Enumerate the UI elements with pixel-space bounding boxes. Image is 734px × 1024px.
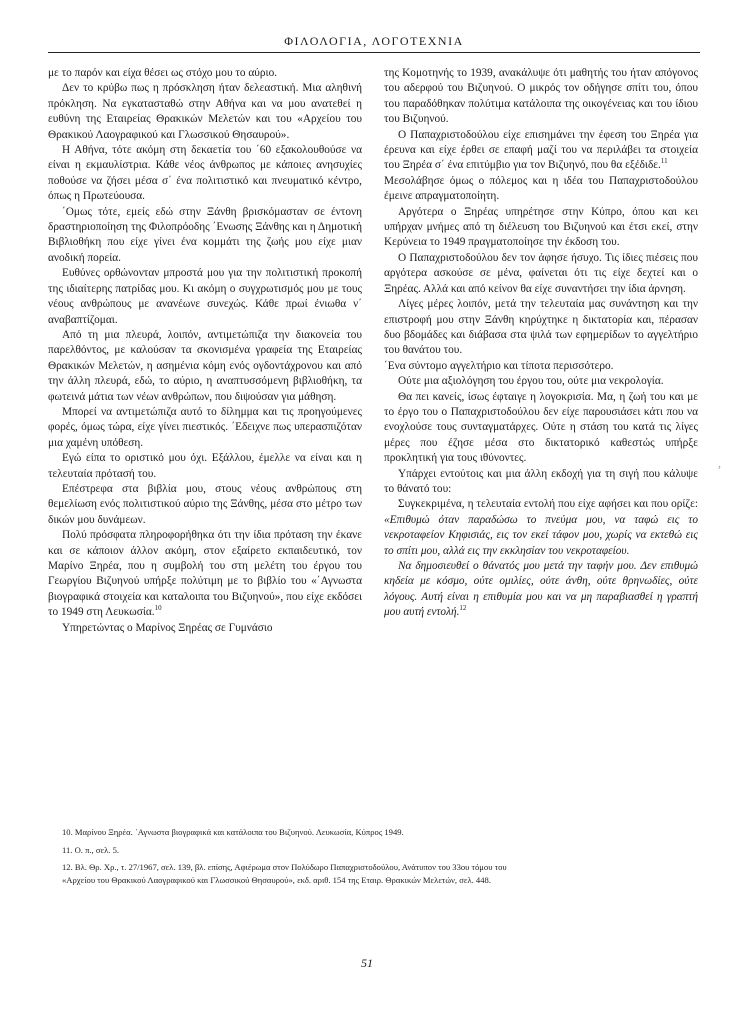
paragraph [48,266,362,328]
paragraph-text: της Κομοτηνής το 1939, ανακάλυψε ότι μαθητής του ήταν απόγονος του αδερφού του Βιζυηνού. Ο μικρός τον οδήγησε σπίτι του, όπου του παραδόθηκαν πολύτιμα κατάλοιπα της οικογένειας και του ίδιου του Βιζυηνού. [384,67,698,126]
paragraph-text: Η Αθήνα, τότε ακόμη στη δεκαετία του ΄60 εξακολουθούσε να είναι η εκμαυλίστρια. Κάθε νέος άνθρωπος με κάποιες ανησυχίες ποθούσε να ζήσει μέσα σ΄ ένα πολιτιστικό και πνευματικό κέντρο, όπως η Πρωτεύουσα. [48,144,362,203]
paragraph-text: ΄Ομως τότε, εμείς εδώ στην Ξάνθη βρισκόμασταν σε έντονη δραστηριοποίηση της Φιλοπρόοδης ΄Ενωσης Ξάνθης και η Δημοτική Βιβλιοθήκη που είχε γίνει ένα κομμάτι της ζωής μου είχε μιαν ανοδική πορεία. [48,205,362,264]
paragraph [384,497,698,559]
paragraph [384,374,698,389]
paragraph [48,205,362,267]
paragraph-text: Μπορεί να αντιμετώπιζα αυτό το δίλημμα και τις προηγούμενες φορές, όμως τώρα, είχε γίνει πιεστικός. ΄Εδειχνε πως υπερασπιζόταν μια χαμένη υπόθεση. [48,405,362,449]
paragraph [384,390,698,467]
paragraph-text: Συγκεκριμένα, η τελευταία εντολή που είχε αφήσει και που ορίζε: [398,498,698,511]
paragraph [48,81,362,143]
paragraph-text: ΄Ενα σύντομο αγγελτήριο και τίποτα περισσότερο. [384,359,614,372]
footnote-ref: 10 [154,604,162,613]
footnote: 11. Ο. π., σελ. 5. [62,844,120,855]
paragraph [384,251,698,297]
paragraph-text: Ο Παπαχριστοδούλου δεν τον άφησε ήσυχο. Τις ίδιες πιέσεις που αργότερα ασκούσε σε μένα, φαίνεται ότι τις είχε δεχτεί και ο Ξηρέας. Αλλά και από κείνον θα είχε συναντήσει την ίδια άρνηση. [384,251,698,295]
paragraph-text: με το παρόν και είχα θέσει ως στόχο μου το αύριο. [48,67,278,79]
running-header-title: ΦΙΛΟΛΟΓΙΑ, ΛΟΓΟΤΕΧΝΙΑ [284,34,464,48]
paragraph [48,482,362,528]
paragraph-text: Επέστρεφα στα βιβλία μου, στους νέους ανθρώπους στη θεμελίωση ενός πολιτιστικού αύριο της Ξάνθης, μέσα στο μέτρο των δικών μου δυνάμεων. [48,482,362,526]
paragraph [48,528,362,620]
paragraph-text: Αργότερα ο Ξηρέας υπηρέτησε στην Κύπρο, όπου και κει υπήρχαν μνήμες από τη διέλευση του Βιζυηνού και έτσι εκεί, στην Κερύνεια το 1949 πραγματοποίησε την έκδοση του. [384,205,698,249]
paragraph-text: Υπηρετώντας ο Μαρίνος Ξηρέας σε Γυμνάσιο [62,621,273,634]
page-number: 51 [361,956,373,970]
footnote: 10. Μαρίνου Ξηρέα. ΄Αγνωστα βιογραφικά και κατάλοιπα του Βιζυηνού. Λευκωσία, Κύπρος 1949. [62,827,404,837]
running-header [48,34,700,53]
paragraph [384,297,698,359]
paragraph [384,359,698,374]
paragraph [384,467,698,498]
margin-mark: , [718,456,721,470]
paragraph-text: Πολύ πρόσφατα πληροφορήθηκα ότι την ίδια πρόταση την έκανε και σε κάποιον άλλον ακόμη, στον εξαίρετο εκπαιδευτικό, τον Μαρίνο Ξηρέα, που η συμβολή του στη μελέτη του έργου του Γεωργίου Βιζυηνού υπήρξε πολύτιμη με το βιβλίο του «΄Αγνωστα βιογραφικά στοιχεία και καταλοιπα του Βιζυηνού», που είχε εκδόσει το 1949 στη Λευκωσία. [48,529,362,619]
paragraph-text: Ούτε μια αξιολόγηση του έργου του, ούτε μια νεκρολογία. [398,375,664,388]
paragraph [384,559,698,621]
paragraph-text: Υπάρχει εντούτοις και μια άλλη εκδοχή για τη σιγή που κάλυψε το θάνατό του: [384,467,698,495]
paragraph [48,451,362,482]
right-column [384,66,698,621]
footnotes [48,826,518,891]
paragraph [48,405,362,451]
paragraph-text: Ο Παπαχριστοδούλου είχε επισημάνει την έφεση του Ξηρέα για έρευνα και είχε έρθει σε επαφή μαζί του να περιλάβει τα στοιχεία του Ξηρέα σ΄ ένα επιτύμβιο για τον Βιζυηνό, που θα εξέδιδε. [384,128,698,172]
paragraph [384,174,698,205]
paragraph [48,143,362,205]
paragraph-text: Λίγες μέρες λοιπόν, μετά την τελευταία μας συνάντηση και την επιστροφή μου στην Ξάνθη κηρύχτηκε η δικτατορία και, πέρασαν δυο βδομάδες και διάβασα στα ψιλά των εφημερίδων το αγγελτήριο του θανάτου του. [384,298,698,357]
paragraph-text: Από τη μια πλευρά, λοιπόν, αντιμετώπιζα την διακονεία του παρελθόντος, με καλούσαν τα σκονισμένα γραφεία της Εταιρείας Θρακικών Μελετών, η ασημένια κόμη ενός ογδοντάχρονου και από την άλλη πλευρά, εδώ, το αύριο, η αναπτυσσόμενη βιβλιοθήκη, τα φωτεινά μάτια των νέων ανθρώπων, που διψούσαν για μάθηση. [48,328,362,403]
paragraph [48,621,362,636]
paragraph-text: Θα πει κανείς, ίσως έφταιγε η λογοκρισία. Μα, η ζωή του και με το έργο του ο Παπαχριστοδούλου δεν είχε παρουσιάσει κάτι που να ενοχλούσε τους συνταγματάρχες. Ούτε η στάση του κατά τις λίγες μέρες που έζησε μέσα στο δικτατορικό καθεστώς υπήρξε προκλητική για τους ιθύνοντες. [384,390,698,465]
paragraph [384,128,698,174]
footnote: 12. Βλ. Θρ. Χρ., τ. 27/1967, σελ. 139, βλ. επίσης, Αφιέρωμα στον Πολύδωρο Παπαχριστοδούλου, Ανάτυπον του 33ου τόμου του «Αρχείου του Θρακικού Λαογραφικού και Γλωσσικού Θησαυρού», εκδ. αριθ. 154 της Εταιρ. Θρακικών Μελετών, σελ. 448. [62,862,507,885]
paragraph-text: Ευθύνες ορθώνονταν μπροστά μου για την πολιτιστική προκοπή της ιδιαίτερης πατρίδας μου. Κι ακόμη ο συγχρωτισμός μου με τους νέους ανθρώπους με ανανέωνε συνεχώς. Κάθε πρωί ένιωθα ν΄ αναβαπτίζομαι. [48,267,362,326]
paragraph-text: Μεσολάβησε όμως ο πόλεμος και η ιδέα του Παπαχριστοδούλου έμεινε απραγματοποίητη. [384,174,698,203]
footnote-ref: 12 [459,604,467,613]
paragraph [384,205,698,251]
paragraph-text: Δεν το κρύβω πως η πρόσκληση ήταν δελεαστική. Μια αληθινή πρόκληση. Να εγκατασταθώ στην Αθήνα και να μου ανατεθεί η ευθύνη της Εταιρείας Θρακικών Μελετών και του «Αρχείου του Θρακικού Λαογραφικού και Γλωσσικού Θησαυρού». [48,82,362,141]
paragraph-text: Εγώ είπα το οριστικό μου όχι. Εξάλλου, έμελλε να είναι και η τελευταία πρότασή του. [48,452,362,480]
quoted-will-text: Να δημοσιευθεί ο θάνατός μου μετά την ταφήν μου. Δεν επιθυμώ κηδεία με κόσμο, ούτε ομιλίες, ούτε άνθη, ούτε θρηνωδίες, ούτε λόγους. Αυτή είναι η επιθυμία μου και να μη παραβιασθεί η γραπτή μου αυτή εντολή. [384,560,698,619]
paragraph [48,66,362,81]
paragraph [48,328,362,405]
footnote-ref: 11 [660,157,668,166]
quoted-will-text: «Επιθυμώ όταν παραδώσω το πνεύμα μου, να ταφώ εις το νεκροταφείον Κηφισιάς, εις τον εκεί τάφον μου, χωρίς να εκτεθώ εις το σπίτι μου, αλλά εις την εκκλησίαν του νεκροταφείου. [384,513,698,557]
left-column [48,66,362,636]
paragraph [384,66,698,128]
